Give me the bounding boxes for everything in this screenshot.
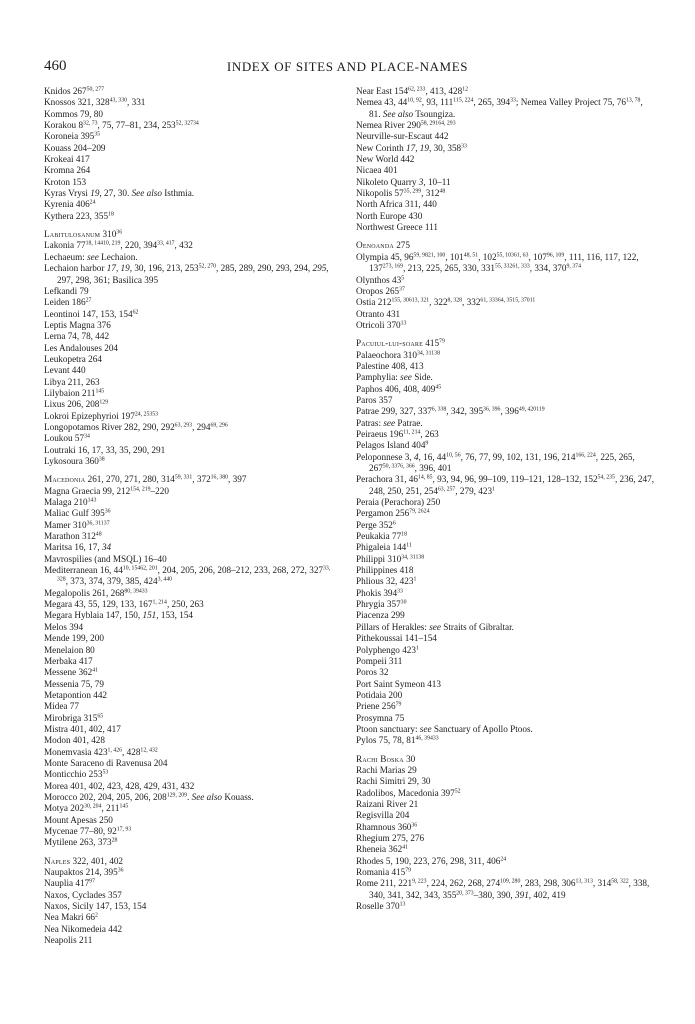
index-entry: Monte Saraceno di Ravenusa 204 [44,757,168,768]
index-entry: Nikopolis 57$^{35, 299}$, $312^{48}$ [356,188,446,199]
index-entry: Les Andalouses 204 [44,342,119,353]
index-entry: Leukopetra 264 [44,353,102,364]
index-entry: Magna Graecia 99, 212$^{154, 219}$–220 [44,485,169,496]
index-entry: Nea Makri $66^2$ [44,912,98,923]
index-entry: Mount Apesas 250 [44,814,113,825]
index-entry: Mamer $310^{36, 31137}$ [44,519,110,530]
index-entry: North Europe 430 [356,210,423,221]
index-entry: Nauplia $417^{97}$ [44,878,95,889]
index-entry: Palestine 408, 413 [356,360,424,371]
index-entry: Peiraeus 196$^{11, 214}$, 263 [356,428,439,439]
index-entry: Kyrenia $406^{24}$ [44,199,96,210]
index-entry: Pompeii 311 [356,655,403,666]
index-entry: Near East 154$^{62, 233}$, 413, $428^{12}$ [356,86,468,96]
index-entry: Marathon $312^{48}$ [44,531,102,542]
index-entry: Roselle $370^{13}$ [356,901,406,912]
index-entry: Lilybaion $211^{145}$ [44,387,105,398]
index-entry: Ostia $212^{155, 30613, 321}$, 322$^{8, 328}$, $332^{61, 33364, 3515, 37011}$ [356,297,536,308]
index-entry: Loukou $57^{34}$ [44,433,90,444]
letter-section-gap [44,222,342,229]
index-entry: Peraia (Perachora) 250 [356,497,441,508]
index-entry: Neurville-sur-Escaut 442 [356,131,449,142]
index-entry: Olynthos $43^5$ [356,274,405,285]
index-entry: Megara 43, 55, 129, 133, 167$^{1, 214}$, 250, 263 [44,599,204,610]
index-entry: Oenoanda 275 [356,240,410,251]
index-entry: Libya 211, 263 [44,376,100,387]
index-entry: Kommos 79, 80 [44,108,103,119]
index-entry: Mytilene 263, $373^{28}$ [44,837,118,848]
index-entry: Priene $256^{79}$ [356,701,402,712]
index-entry: Lechaeum: see Lechaion. [44,251,138,262]
index-entry: Nikoleto Quarry 3, 10–11 [356,176,451,187]
index-entry: Lakonia $77^{18, 14410, 219}$, 220, 394$^{33, 417}$, 432 [44,240,193,251]
index-entry: Phokis $394^{33}$ [356,587,403,598]
index-entry: Kyras Vrysi 19, 27, 30. See also Isthmia. [44,188,195,199]
index-entry: Motya 202$^{30, 204}$, $211^{145}$ [44,803,129,814]
letter-section-gap [356,233,654,240]
index-entry: Nemea 43, 44$^{10, 92}$, 93, 111$^{115, 224}$, 265, $394^{33}$; Nemea Valley Project 75, 76$^{13, 78}$, 81. See also Tsoungiza. [356,97,643,119]
index-entry: Perachora 31, 46$^{14, 85}$, 93, 94, 96, 99–109, 119–121, 128–132, 152$^{54, 235}$, 236, 247, 248, 250, 251, 254$^{63, 257}$, 279, $423^1$ [356,474,654,496]
index-entry: Rhamnous $360^{36}$ [356,821,418,832]
index-entry: Menelaion 80 [44,644,95,655]
index-entry: Piacenza 299 [356,610,405,621]
index-entry: Kouass 204–209 [44,142,106,153]
index-entry: Otranto 431 [356,308,401,319]
index-entry: Radolibos, Macedonia $397^{52}$ [356,787,461,798]
index-entry: Nemea River $290^{58, 29164, 293}$ [356,120,456,131]
running-title: INDEX OF SITES AND PLACE-NAMES [226,59,469,74]
index-entry: Pithekoussai 141–154 [356,633,437,644]
page-header [44,58,651,78]
index-entry: Naxos, Cyclades 357 [44,889,122,900]
index-entry: Lixus 206, $208^{129}$ [44,399,109,410]
index-entry: Palaeochora $310^{34, 31138}$ [356,349,440,360]
index-entry: Kythera 223, $355^{18}$ [44,210,114,221]
index-entry: Patras: see Patrae. [356,417,423,428]
index-entry: Messenia 75, 79 [44,678,104,689]
index-entry: Monticchio $253^{53}$ [44,769,109,780]
index-entry: Neapolis 211 [44,935,93,946]
index-entry: Perge $352^6$ [356,519,396,530]
index-entry: Maritsa 16, 17, 34 [44,542,112,553]
index-entry: Leiden $186^{27}$ [44,297,92,308]
index-entry: Rheneia $362^{41}$ [356,844,408,855]
index-entry: Korakou 8$^{32, 73}$, 75, 77–81, 234, $253^{52, 32734}$ [44,120,199,131]
index-entry: Philippines 418 [356,565,414,576]
index-entry: Knossos 321, 328$^{43, 330}$, 331 [44,97,146,108]
index-entry: Kromna 264 [44,165,91,176]
index-entry: Northwest Greece 111 [356,222,438,233]
index-entry: Rachi Boska 30 [356,753,416,764]
index-entry: Prosymna 75 [356,712,405,723]
letter-section-gap [356,747,654,754]
index-entry: Levant 440 [44,365,86,376]
index-entry: Lefkandi 79 [44,285,89,296]
letter-section-gap [356,331,654,338]
index-entry: New World 442 [356,154,415,165]
index-entry: Pacuiul-lui-soare $415^{79}$ [356,338,445,349]
index-entry: Megara Hyblaia 147, 150, 151, 153, 154 [44,610,194,621]
index-entry: Lokroi Epizephyrioi $197^{24, 25353}$ [44,410,159,421]
index-entry: Regisvilla 204 [356,810,410,821]
index-entry: Phlious 32, $423^1$ [356,576,417,587]
index-entry: Morocco 202, 204, 205, 206, 208$^{129, 209}$. See also Kouass. [44,791,254,802]
index-entry: Morea 401, 402, 423, 428, 429, 431, 432 [44,780,195,791]
index-entry: Phrygia $357^{30}$ [356,599,407,610]
index-entry: Messene $362^{41}$ [44,667,99,678]
index-entry: Koroneia $395^{35}$ [44,131,101,142]
index-entry: Paphos 406, 408, $409^{45}$ [356,383,442,394]
index-entry: Naupaktos 214, $395^{36}$ [44,867,124,878]
index-entry: Merbaka 417 [44,655,93,666]
index-entry: Olympia 45, $96^{59, 9821, 100}$, 101$^{48, 51}$, $102^{55, 10361, 63}$, 107$^{96, 109}$, 111, 116, 117, 122, 137$^{273, 169}$, 213, 225, 265, 330, $331^{55, 33261, 333}$, 334, 370$^{9, 374}$ [356,251,639,274]
index-entry: Philippi $310^{34, 31138}$ [356,553,425,564]
index-entry: Polyphengo $423^1$ [356,644,419,655]
index-entry: Peloponnese 3, 4, 16, 44$^{10, 56}$, 76, 77, 99, 102, 131, 196, 214$^{166, 224}$, 225, 265, $267^{50, 3376, 366}$, 396, 401 [356,451,635,473]
index-entry: Naples 322, 401, 402 [44,855,123,866]
index-entry: Pamphylia: see Side. [356,372,433,383]
index-entry: Midea 77 [44,701,79,712]
index-entry: Rachi Simitri 29, 30 [356,776,431,787]
index-entry: Melos 394 [44,621,84,632]
index-entry: Mycenae 77–80, 92$^{17, 93}$ [44,826,132,836]
index-entry: Monemvasia 423$^{1, 426}$, 428$^{12, 432}$ [44,746,158,757]
index-entry: Potidaia 200 [356,689,403,700]
index-entry: Mavrospilies (and MSQL) 16–40 [44,553,167,564]
index-entry: Romania $415^{79}$ [356,867,412,878]
index-entry: Poros 32 [356,667,389,678]
index-entry: Kroton 153 [44,176,87,187]
index-entry: Mistra 401, 402, 417 [44,723,121,734]
index-entry: Leptis Magna 376 [44,319,111,330]
index-entry: Ptoon sanctuary: see Sanctuary of Apollo Ptoos. [356,723,533,734]
index-entry: Naxos, Sicily 147, 153, 154 [44,901,147,912]
index-entry: Pelagos Island $404^9$ [356,440,429,451]
index-entry: Rome 211, 221$^{9, 223}$, 224, 262, 268, 274$^{109, 280}$, 283, 298, 306$^{13, 313}$, 314$^{58, 322}$, 338, 340, 341, 342, 343, 355$^{20, 373}$–380, 390, 391, 402, 419 [356,878,650,900]
index-entry: Nicaea 401 [356,165,398,176]
index-entry: Peukakia $77^{18}$ [356,531,407,542]
index-entry: Macedonia 261, 270, 271, 280, 314$^{59, 331}$, 372$^{16, 380}$, 397 [44,474,247,485]
index-entry: Mediterranean 16, $44^{10, 15462, 201}$, 204, 205, 206, 208–212, 233, 268, 272, 327$^{33, 328}$, 373, 374, 379, 385, 424$^{3, 440}$ [44,565,331,587]
index-entry: Labitulosanum $310^{36}$ [44,229,123,240]
index-entry: Port Saint Symeon 413 [356,678,441,689]
index-entry: Lykosoura $360^{38}$ [44,456,105,466]
index-entry: Patrae 299, 327, 337$^{6, 338}$, 342, 395$^{36, 396}$, $396^{49, 420119}$ [356,406,545,417]
index-entry: Maliac Gulf $395^{36}$ [44,508,111,519]
index-entry: New Corinth 17, 19, 30, $358^{33}$ [356,142,467,153]
index-entry: Malaga $210^{143}$ [44,497,97,508]
index-entry: Phigaleia $144^{11}$ [356,542,412,553]
index-entry: Modon 401, 428 [44,735,105,746]
index-entry: Pergamon $256^{79, 2624}$ [356,508,430,519]
index-entry: Raizani River 21 [356,798,419,809]
index-entry: Megalopolis 261, $268^{80, 39433}$ [44,587,148,598]
index-entry: Loutraki 16, 17, 33, 35, 290, 291 [44,444,166,455]
index-entry: Longopotamos River 282, 290, 292$^{63, 293}$, 294$^{69, 296}$ [44,421,228,432]
index-entry: Otricoli $370^{13}$ [356,319,407,330]
index-entry: Leontinoi 147, 153, $154^{62}$ [44,308,139,319]
index-entry: Metapontion 442 [44,689,108,700]
index-entry: Knidos 267$^{50, 277}$ [44,86,105,96]
index-entry: Rachi Marias 29 [356,764,417,775]
letter-section-gap [44,467,342,474]
index-entry: Krokeai 417 [44,154,90,165]
letter-section-gap [44,849,342,856]
index-entry: Nea Nikomedeia 442 [44,923,123,934]
page-number: 460 [44,58,67,74]
index-column-left [44,86,342,946]
index-entry: Oropos $265^{37}$ [356,285,405,296]
index-entry: North Africa 311, 440 [356,199,437,210]
index-entry: Paros 357 [356,394,393,405]
index-entry: Pillars of Herakles: see Straits of Gibraltar. [356,621,514,632]
index-column-right [356,86,654,912]
index-entry: Mirobriga $315^{65}$ [44,712,104,723]
index-entry: Mende 199, 200 [44,633,104,644]
index-entry: Pylos 75, 78, $81^{46, 39433}$ [356,735,439,746]
index-entry: Rhegium 275, 276 [356,833,425,843]
index-entry: Lerna 74, 78, 442 [44,331,110,342]
index-entry: Lechaion harbor 17, 19, 30, 196, 213, 253$^{52, 270}$, 285, 289, 290, 293, 294, 295, 297, 298, 361; Basilica 395 [44,263,329,285]
index-entry: Rhodes 5, 190, 223, 276, 298, 311, $406^{24}$ [356,855,507,866]
